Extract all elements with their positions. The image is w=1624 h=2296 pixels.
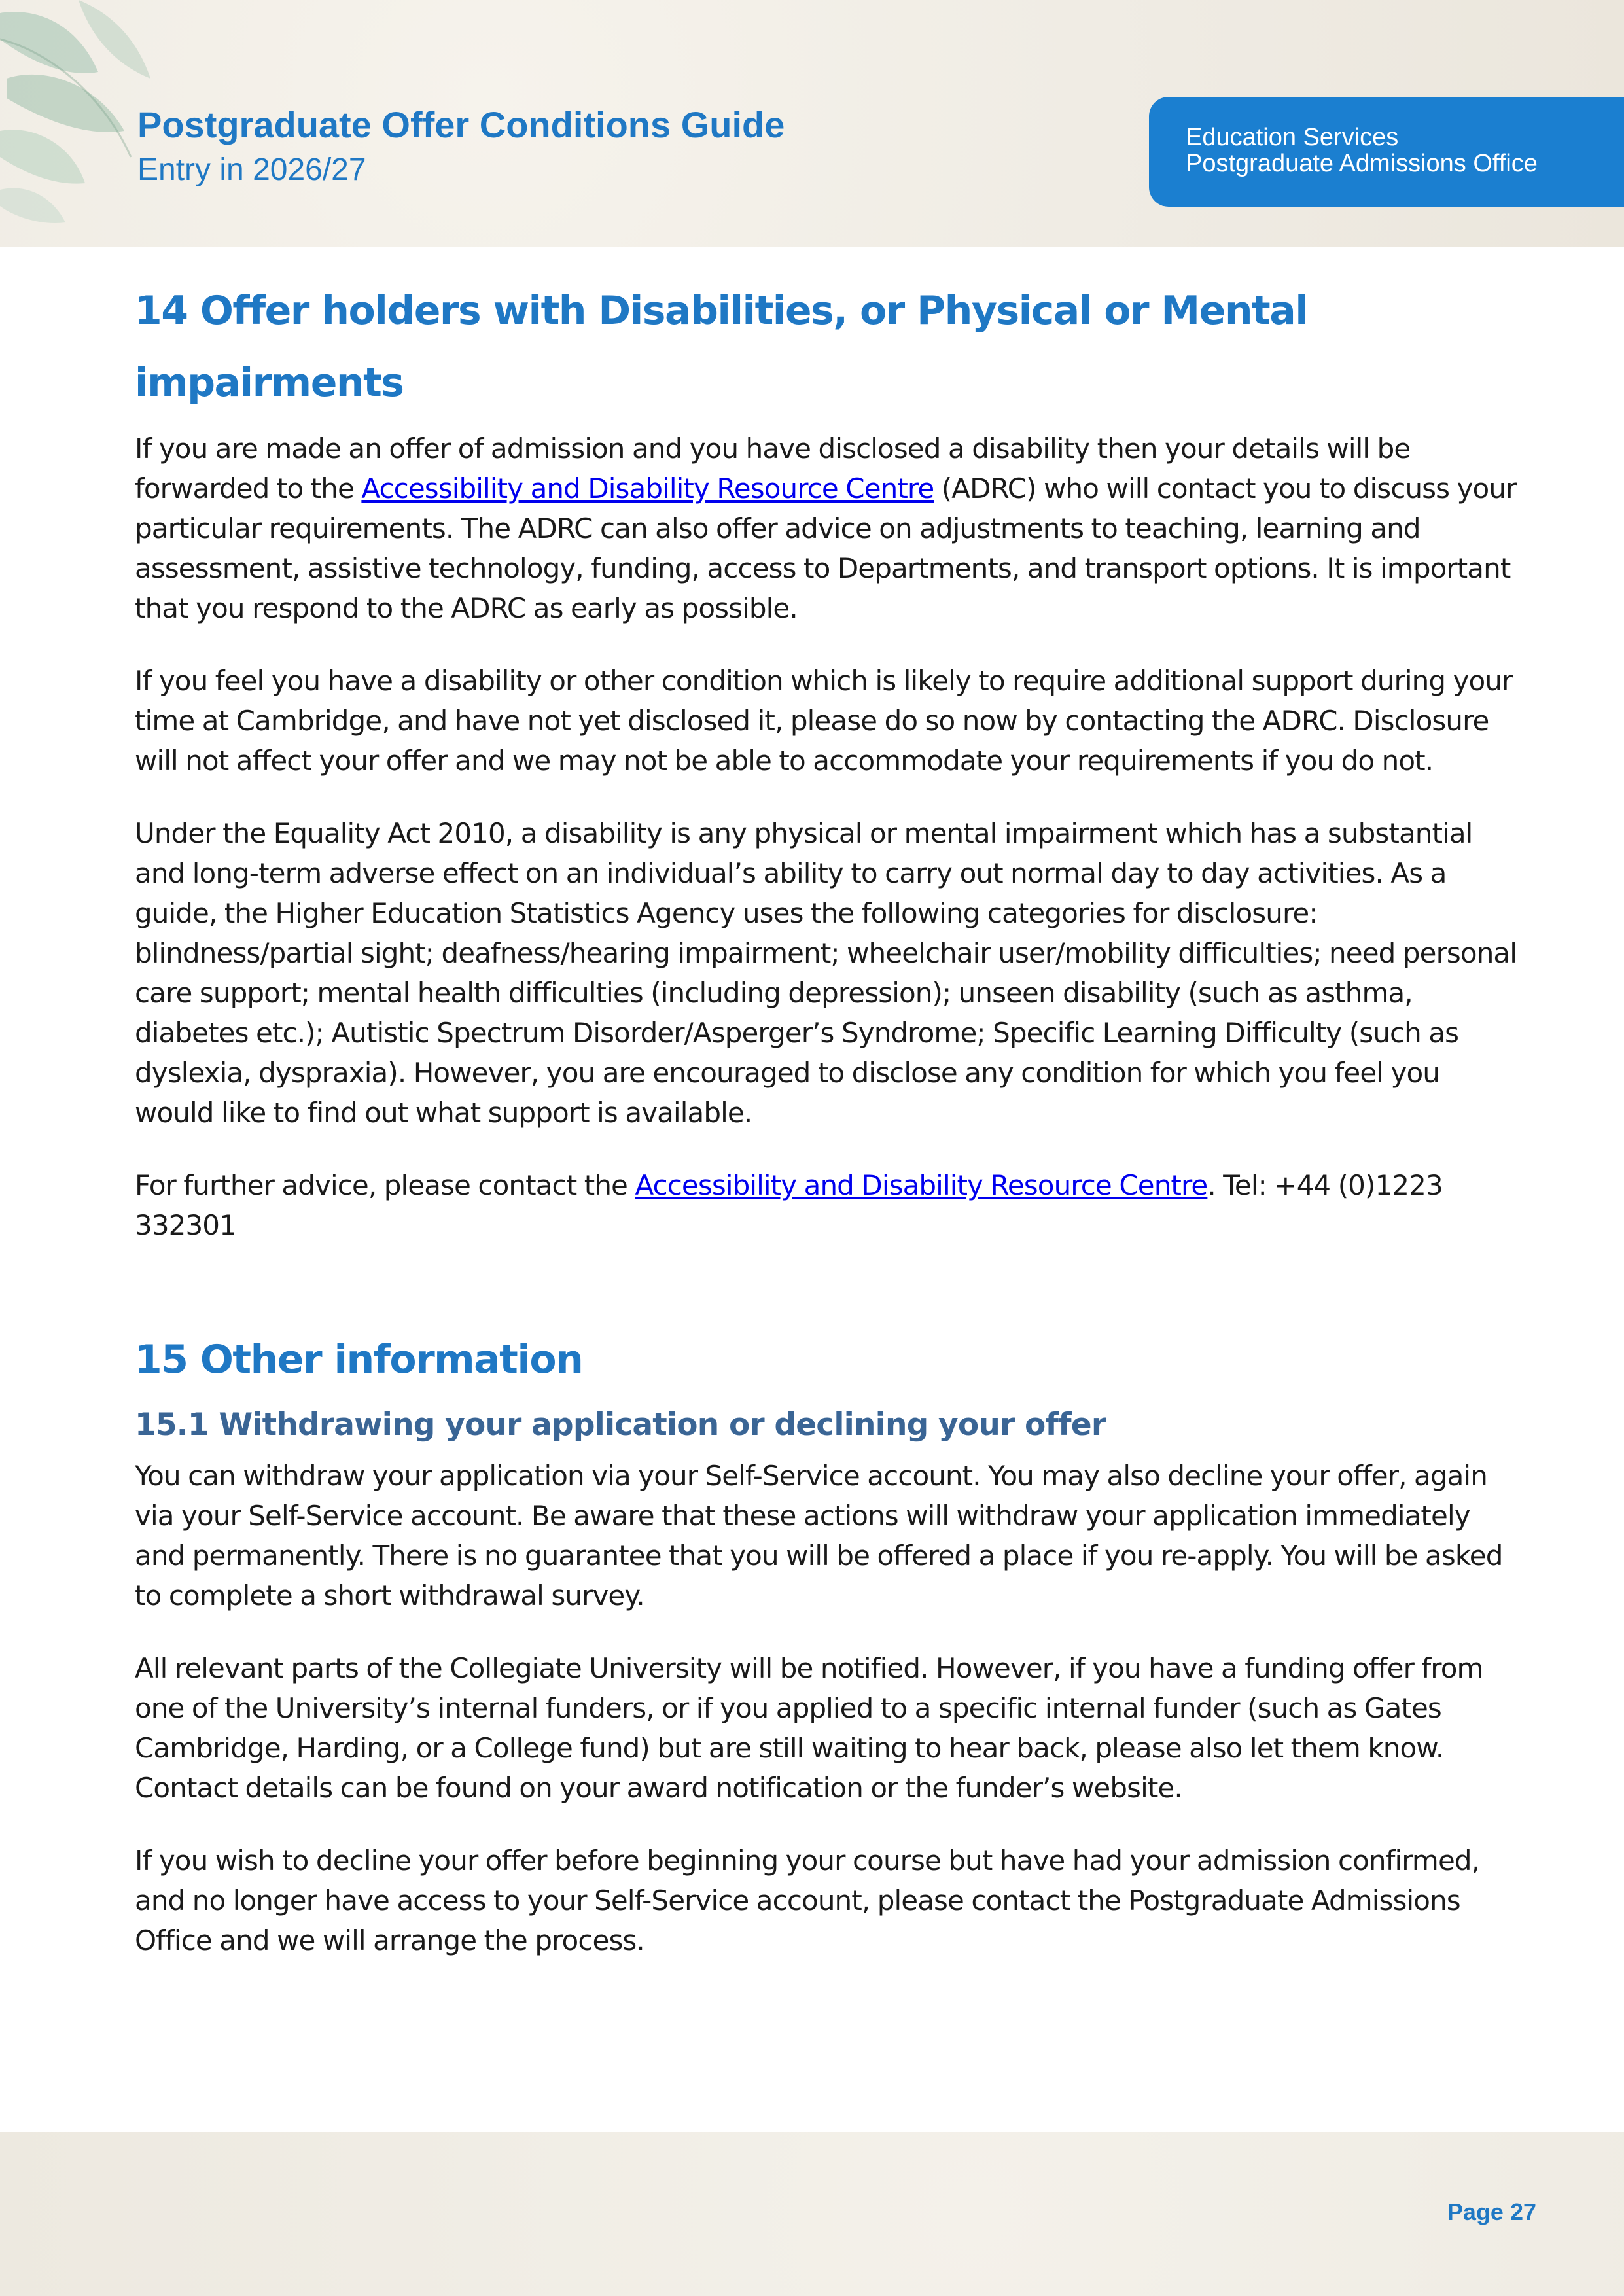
paragraph-text: . Tel: +44 (0)1223 332301 — [135, 1169, 1443, 1241]
adrc-link[interactable]: Accessibility and Disability Resource Centre — [361, 472, 934, 504]
section-15-paragraph-3: If you wish to decline your offer before beginning your course but have had your admission confirmed, and no longer have access to your Self-Service account, please contact the Postgraduate Admissions Office and we will arrange the process. — [135, 1845, 1480, 1956]
section-14-paragraph-1 — [135, 429, 1522, 628]
page-number: Page 27 — [1447, 2199, 1536, 2225]
page-header — [0, 0, 1624, 247]
paragraph-text: (ADRC) who will contact you to discuss your particular requirements. The ADRC can also offer advice on adjustments to teaching, learning and assessment, assistive technology, funding, access to Departments, and transport options. It is important that you respond to the ADRC as early as possible. — [135, 472, 1517, 624]
office-line-1: Education Services — [1186, 124, 1399, 151]
paragraph-text: If you are made an offer of admission and you have disclosed a disability then your details will be forwarded to the — [135, 433, 1411, 504]
page-footer — [0, 2132, 1624, 2296]
main-content — [135, 275, 1522, 1993]
office-line-2: Postgraduate Admissions Office — [1186, 150, 1538, 177]
paragraph-text: For further advice, please contact the — [135, 1169, 635, 1201]
section-14-paragraph-4 — [135, 1165, 1522, 1245]
adrc-link[interactable]: Accessibility and Disability Resource Centre — [635, 1169, 1208, 1201]
section-14-paragraph-3: Under the Equality Act 2010, a disability is any physical or mental impairment which has a substantial and long-term adverse effect on an individual’s ability to carry out normal day to day activities. As a guide, the Higher Education Statistics Agency uses the following categories for disclosure: blindness/partial sight; deafness/hearing impairment; wheelchair user/mobility difficulties; need personal care support; mental health difficulties (including depression); unseen disability (such as asthma, diabetes etc.); Autistic Spectrum Disorder/Asperger’s Syndrome; Specific Learning Difficulty (such as dyslexia, dyspraxia). However, you are encouraged to disclose any condition for which you feel you would like to find out what support is available. — [135, 817, 1517, 1129]
section-15-paragraph-2: All relevant parts of the Collegiate University will be notified. However, if you have a funding offer from one of the University’s internal funders, or if you applied to a specific internal funder (such as Gates Cambridge, Harding, or a College fund) but are still waiting to hear back, please also let them know. Contact details can be found on your award notification or the funder’s website. — [135, 1652, 1483, 1804]
section-15-1-heading: 15.1 Withdrawing your application or declining your offer — [135, 1407, 1106, 1443]
section-14-heading: 14 Offer holders with Disabilities, or Physical or Mental impairments — [135, 288, 1308, 406]
document-title: Postgraduate Offer Conditions Guide — [137, 104, 785, 145]
document-subtitle: Entry in 2026/27 — [137, 152, 366, 187]
section-15-heading: 15 Other information — [135, 1337, 583, 1383]
office-badge — [1149, 97, 1624, 207]
section-15-paragraph-1: You can withdraw your application via your Self-Service account. You may also decline your offer, again via your Self-Service account. Be aware that these actions will withdraw your application immediately and permanently. There is no guarantee that you will be offered a place if you re-apply. You will be asked to complete a short withdrawal survey. — [135, 1460, 1503, 1612]
section-14-paragraph-2: If you feel you have a disability or other condition which is likely to require additional support during your time at Cambridge, and have not yet disclosed it, please do so now by contacting the ADRC. Disclosure will not affect your offer and we may not be able to accommodate your requirements if you do not. — [135, 665, 1513, 777]
